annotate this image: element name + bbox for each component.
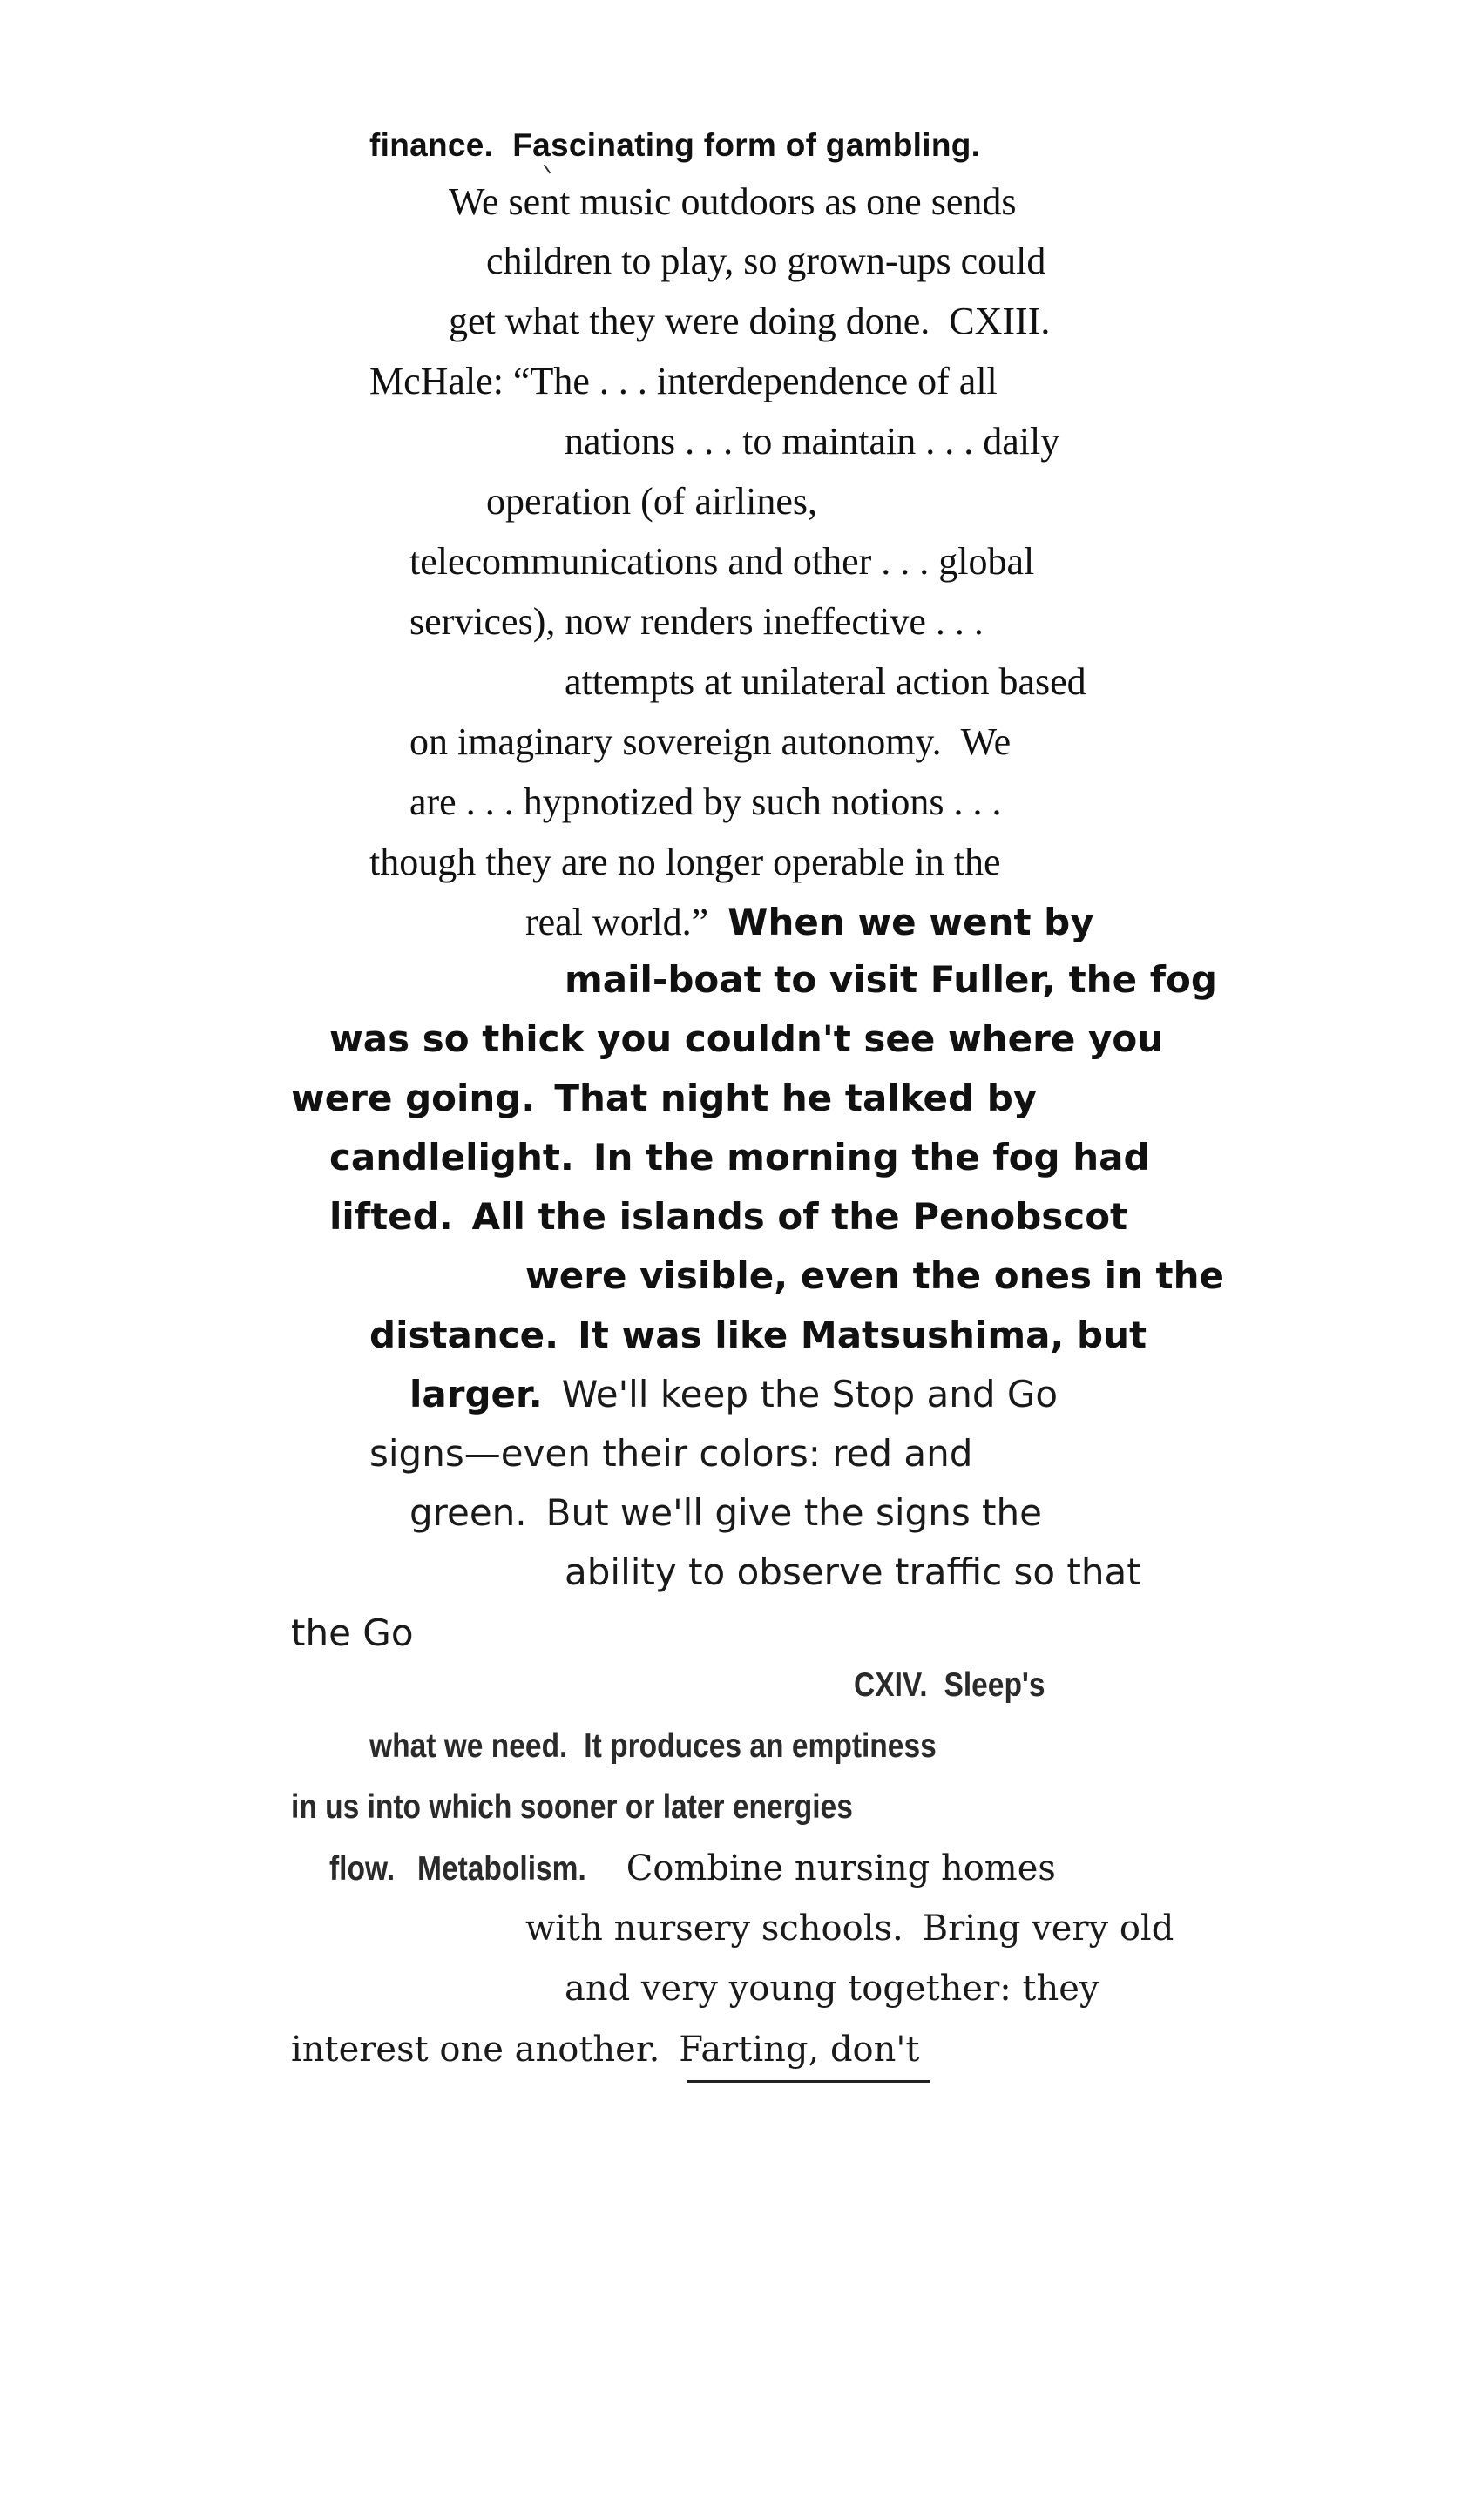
text-fragment: signs—even their colors: red and bbox=[369, 1432, 973, 1475]
text-fragment: in us into which sooner or later energies bbox=[291, 1788, 853, 1826]
stray-mark bbox=[544, 165, 551, 174]
text-fragment: larger. bbox=[409, 1373, 543, 1415]
text-fragment: candlelight. bbox=[329, 1136, 574, 1179]
text-fragment: That night he talked by bbox=[554, 1077, 1038, 1119]
text-line bbox=[486, 480, 817, 523]
text-line bbox=[329, 1195, 1128, 1238]
text-fragment: green. bbox=[409, 1491, 527, 1534]
text-line bbox=[329, 1017, 1164, 1060]
text-fragment: what we need. bbox=[369, 1727, 568, 1765]
text-line bbox=[854, 1668, 1045, 1702]
text-line bbox=[369, 129, 980, 161]
text-fragment: McHale: “The . . . interdependence of all bbox=[369, 360, 998, 402]
text-line bbox=[409, 540, 1035, 583]
text-line bbox=[329, 1136, 1150, 1179]
text-fragment: But we'll give the signs the bbox=[545, 1491, 1042, 1534]
text-fragment: We bbox=[960, 720, 1012, 763]
text-line bbox=[369, 1314, 1147, 1356]
text-fragment: Combine nursing homes bbox=[626, 1848, 1056, 1888]
text-line bbox=[525, 903, 1094, 942]
text-line bbox=[291, 1611, 414, 1654]
text-line bbox=[369, 843, 1001, 882]
text-line bbox=[565, 958, 1217, 1001]
text-fragment: children to play, so grown-ups could bbox=[486, 240, 1046, 282]
text-fragment: on imaginary sovereign autonomy. bbox=[409, 720, 942, 763]
text-line bbox=[525, 1909, 1174, 1949]
text-fragment: and very young together: they bbox=[565, 1969, 1099, 2009]
text-line bbox=[409, 720, 1012, 763]
text-line bbox=[525, 1254, 1224, 1297]
text-line bbox=[409, 780, 1002, 823]
text-fragment: CXIV. bbox=[854, 1666, 928, 1704]
text-line bbox=[449, 302, 1050, 341]
text-line bbox=[565, 1551, 1141, 1593]
text-fragment: the Go bbox=[291, 1611, 414, 1654]
text-line bbox=[291, 2030, 920, 2070]
text-fragment: was so thick you couldn't see where you bbox=[329, 1017, 1164, 1060]
text-line bbox=[329, 1848, 1056, 1888]
text-line bbox=[409, 1373, 1059, 1415]
text-line bbox=[369, 1729, 937, 1763]
text-line bbox=[409, 1491, 1042, 1534]
text-fragment: It was like Matsushima, but bbox=[578, 1314, 1147, 1356]
text-fragment: services), now renders ineffective . . . bbox=[409, 600, 984, 643]
text-line bbox=[486, 242, 1045, 280]
text-line bbox=[565, 1969, 1099, 2009]
text-fragment: ability to observe traffic so that bbox=[565, 1551, 1141, 1593]
text-fragment: All the islands of the Penobscot bbox=[471, 1195, 1128, 1238]
text-fragment: telecommunications and other . . . global bbox=[409, 540, 1035, 583]
text-fragment: In the morning the fog had bbox=[592, 1136, 1150, 1179]
text-fragment: are . . . hypnotized by such notions . . . bbox=[409, 780, 1002, 823]
text-fragment: lifted. bbox=[329, 1195, 453, 1238]
text-line bbox=[565, 422, 1059, 461]
text-fragment: real world.” bbox=[525, 901, 709, 943]
text-line bbox=[565, 660, 1086, 703]
text-line bbox=[449, 180, 1017, 223]
text-fragment: We sent music outdoors as one sends bbox=[449, 180, 1017, 223]
underline-rule bbox=[687, 2080, 930, 2083]
text-fragment: attempts at unilateral action based bbox=[565, 660, 1086, 703]
text-fragment: interest one another. bbox=[291, 2030, 660, 2070]
text-fragment: CXIII. bbox=[949, 300, 1051, 342]
text-fragment: We'll keep the Stop and Go bbox=[561, 1373, 1059, 1415]
text-fragment: were visible, even the ones in the bbox=[525, 1254, 1224, 1297]
text-fragment: Sleep's bbox=[944, 1666, 1045, 1704]
text-fragment: nations . . . to maintain . . . daily bbox=[565, 420, 1060, 463]
text-line bbox=[291, 1790, 853, 1824]
text-fragment: When we went by bbox=[727, 901, 1094, 943]
text-fragment: operation (of airlines, bbox=[486, 480, 817, 523]
text-line bbox=[369, 362, 998, 401]
text-fragment: finance. bbox=[369, 127, 494, 163]
text-fragment: mail-boat to visit Fuller, the fog bbox=[565, 958, 1217, 1001]
text-fragment: It produces an emptiness bbox=[584, 1727, 937, 1765]
text-fragment: though they are no longer operable in the bbox=[369, 841, 1001, 883]
text-line bbox=[369, 1432, 973, 1475]
text-fragment: Fascinating form of gambling. bbox=[512, 127, 981, 163]
text-fragment: flow. bbox=[329, 1850, 396, 1888]
text-fragment: Metabolism. bbox=[417, 1850, 587, 1888]
text-fragment: distance. bbox=[369, 1314, 559, 1356]
text-line bbox=[409, 600, 984, 643]
text-fragment: get what they were doing done. bbox=[449, 300, 930, 342]
text-fragment: were going. bbox=[291, 1077, 536, 1119]
text-fragment: with nursery schools. bbox=[525, 1909, 903, 1949]
text-line bbox=[291, 1077, 1038, 1119]
text-fragment: Bring very old bbox=[922, 1909, 1174, 1949]
text-fragment: Farting, don't bbox=[679, 2030, 920, 2070]
